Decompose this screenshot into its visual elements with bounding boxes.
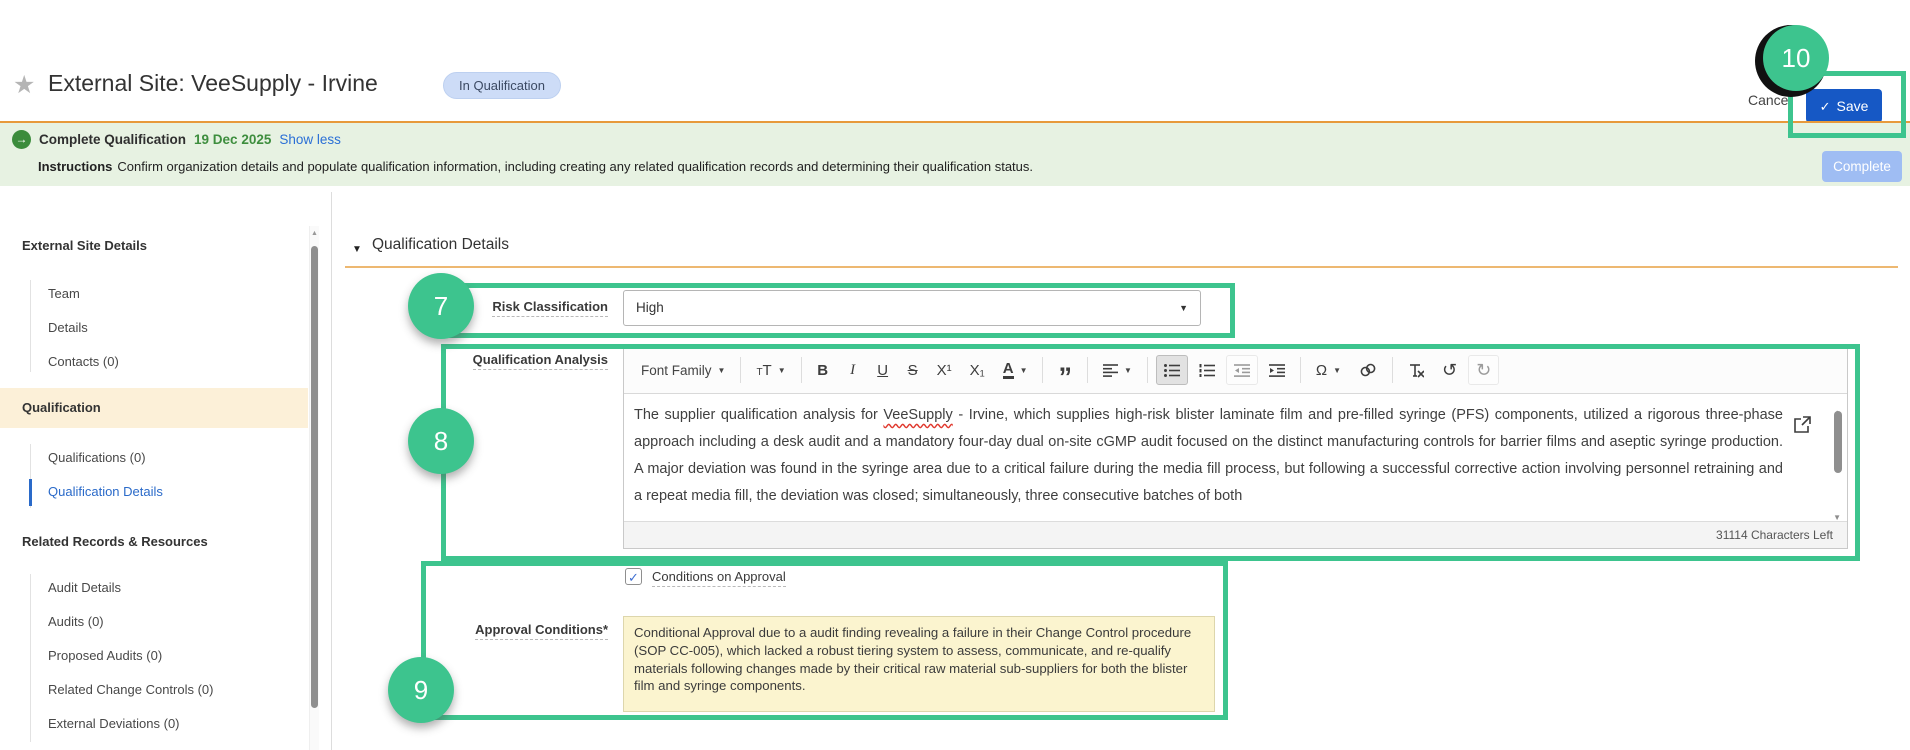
omega-icon: Ω: [1315, 361, 1328, 379]
save-button-label: Save: [1836, 97, 1869, 114]
section-underline: [345, 266, 1898, 268]
sidebar-item-proposed-audits[interactable]: Proposed Audits (0): [48, 648, 163, 663]
risk-classification-select[interactable]: [623, 290, 1201, 326]
special-character-button[interactable]: [1309, 355, 1348, 385]
approval-conditions-label-text: Approval Conditions*: [475, 622, 608, 640]
conditions-on-approval-checkbox[interactable]: [625, 568, 642, 585]
blockquote-button[interactable]: ”: [1058, 362, 1072, 392]
editor-scrollbar-thumb[interactable]: [1834, 411, 1842, 473]
show-less-link[interactable]: Show less: [279, 132, 341, 147]
analysis-text: The supplier qualification analysis for: [634, 407, 884, 423]
characters-left-counter: 31114 Characters Left: [624, 521, 1847, 548]
sidebar-item-qualification-details[interactable]: Qualification Details: [48, 484, 163, 499]
superscript-button[interactable]: X¹: [936, 361, 952, 379]
outdent-button: [1226, 355, 1258, 385]
annotation-step-9: 9: [388, 657, 454, 723]
checkmark-icon: ✓: [628, 570, 639, 585]
link-icon: [1359, 363, 1377, 377]
editor-scrollbar-down-icon[interactable]: ▼: [1833, 513, 1841, 521]
sidebar-group-line: [30, 280, 31, 372]
insert-link-button[interactable]: [1352, 355, 1384, 385]
section-title: Qualification Details: [372, 236, 509, 253]
sidebar-item-audit-details[interactable]: Audit Details: [48, 580, 121, 595]
check-icon: ✓: [1819, 98, 1831, 114]
chevron-down-icon: ▼: [1123, 365, 1132, 375]
sidebar-section-related-records: Related Records & Resources: [22, 534, 208, 549]
numbered-list-icon: [1199, 364, 1215, 377]
toolbar-divider: [1392, 357, 1393, 383]
task-title: Complete Qualification: [39, 132, 187, 147]
save-button[interactable]: [1806, 89, 1882, 123]
bullet-list-icon: [1164, 364, 1180, 377]
sidebar-active-indicator: [29, 479, 32, 506]
sidebar-divider: [331, 192, 332, 750]
sidebar-scrollbar-up-icon[interactable]: ▲: [311, 230, 318, 237]
section-collapse-icon[interactable]: ▼: [352, 244, 362, 255]
sidebar-section-qualification-label: Qualification: [22, 400, 101, 415]
clear-formatting-button[interactable]: [1401, 355, 1431, 385]
chevron-down-icon: ▼: [1179, 303, 1188, 313]
analysis-text: - Irvine, which supplies high-risk blister laminate film and pre-filled syringe (PFS) components, utilized a rigorous three-phase approach including a desk audit and a mandatory four-day dual on-site cGMP audit focused on the distinct manufacturing controls for barrier films and aseptic syringe production. A major deviation was found in the syringe area due to a critical failure during the media fill process, but following a successful corrective action involving personnel retraining and a repeat media fill, the deviation was closed; simultaneously, three consecutive batches of both: [634, 407, 1783, 504]
sidebar-item-related-change-controls[interactable]: Related Change Controls (0): [48, 682, 214, 697]
task-instructions: [38, 159, 1033, 174]
popout-icon[interactable]: [1793, 416, 1811, 444]
align-left-icon: [1103, 364, 1118, 377]
qualification-analysis-editor: [623, 346, 1848, 549]
status-badge: In Qualification: [443, 72, 561, 99]
approval-conditions-label: [380, 622, 608, 637]
toolbar-divider: [1147, 357, 1148, 383]
sidebar-section-external-site-details: External Site Details: [22, 238, 147, 253]
conditions-on-approval-label-text: Conditions on Approval: [652, 569, 786, 587]
favorite-star-icon[interactable]: ★: [13, 71, 36, 99]
indent-icon: [1269, 364, 1285, 377]
approval-conditions-input[interactable]: Conditional Approval due to a audit finding revealing a failure in their Change Control procedure (SOP CC-005), which lacked a robust tiering system to assess, communicate, and re-qualify materials following changes made by their critical raw material sub-suppliers for both the blister film and syringe components.: [623, 616, 1215, 712]
strikethrough-button[interactable]: S: [907, 361, 918, 379]
underline-button[interactable]: U: [877, 361, 889, 379]
font-size-icon: TT: [756, 361, 772, 379]
task-arrow-icon: →: [12, 130, 31, 149]
annotation-step-8: 8: [408, 408, 474, 474]
chevron-down-icon: ▼: [777, 365, 786, 375]
sidebar-scrollbar-thumb[interactable]: [311, 246, 318, 708]
rte-toolbar: [624, 347, 1847, 394]
clear-formatting-icon: [1408, 363, 1424, 378]
risk-classification-label: [380, 299, 608, 314]
complete-task-button[interactable]: Complete: [1822, 151, 1902, 182]
sidebar-group-line: [30, 574, 31, 742]
sidebar-item-details[interactable]: Details: [48, 320, 88, 335]
instructions-label: Instructions: [38, 159, 113, 174]
annotation-step-7: 7: [408, 273, 474, 339]
undo-button[interactable]: ↺: [1442, 359, 1458, 380]
task-due-date: 19 Dec 2025: [194, 132, 272, 147]
risk-classification-label-text: Risk Classification: [492, 299, 608, 317]
bullet-list-button[interactable]: [1156, 355, 1188, 385]
outdent-icon: [1234, 364, 1250, 377]
qualification-analysis-input[interactable]: [624, 394, 1847, 521]
misspelled-word: VeeSupply: [883, 407, 953, 423]
risk-classification-value: High: [636, 300, 664, 315]
font-color-button[interactable]: [996, 355, 1035, 385]
font-size-select[interactable]: [749, 355, 792, 385]
sidebar-section-qualification[interactable]: [0, 388, 308, 428]
instructions-text: Confirm organization details and populate qualification information, including creating any related qualification records and determining their qualification status.: [117, 159, 1033, 174]
italic-button[interactable]: I: [850, 361, 856, 378]
chevron-down-icon: ▼: [717, 365, 726, 375]
redo-button: ↻: [1468, 355, 1499, 385]
subscript-button[interactable]: X₁: [969, 361, 985, 379]
align-button[interactable]: [1096, 355, 1139, 385]
toolbar-divider: [740, 357, 741, 383]
toolbar-divider: [801, 357, 802, 383]
qualification-analysis-label-text: Qualification Analysis: [473, 352, 608, 370]
sidebar-item-team[interactable]: Team: [48, 286, 80, 301]
bold-button[interactable]: B: [817, 361, 829, 379]
font-family-label: Font Family: [641, 362, 712, 378]
font-color-icon: A: [1002, 360, 1014, 377]
page-title: External Site: VeeSupply - Irvine: [48, 70, 378, 96]
toolbar-divider: [1300, 357, 1301, 383]
chevron-down-icon: ▼: [1333, 365, 1342, 375]
font-family-select[interactable]: [634, 355, 732, 385]
sidebar-item-audits[interactable]: Audits (0): [48, 614, 104, 629]
chevron-down-icon: ▼: [1019, 365, 1028, 375]
indent-button[interactable]: [1262, 355, 1292, 385]
toolbar-divider: [1042, 357, 1043, 383]
cancel-button[interactable]: Cancel: [1748, 92, 1792, 108]
sidebar-item-qualifications[interactable]: Qualifications (0): [48, 450, 146, 465]
annotation-step-10: 10: [1763, 25, 1829, 91]
conditions-on-approval-label: [652, 569, 786, 584]
workflow-task-banner: [0, 121, 1910, 186]
qualification-analysis-label: [380, 352, 608, 367]
toolbar-divider: [1087, 357, 1088, 383]
numbered-list-button[interactable]: [1192, 355, 1222, 385]
sidebar-item-contacts[interactable]: Contacts (0): [48, 354, 119, 369]
sidebar-item-external-deviations[interactable]: External Deviations (0): [48, 716, 180, 731]
